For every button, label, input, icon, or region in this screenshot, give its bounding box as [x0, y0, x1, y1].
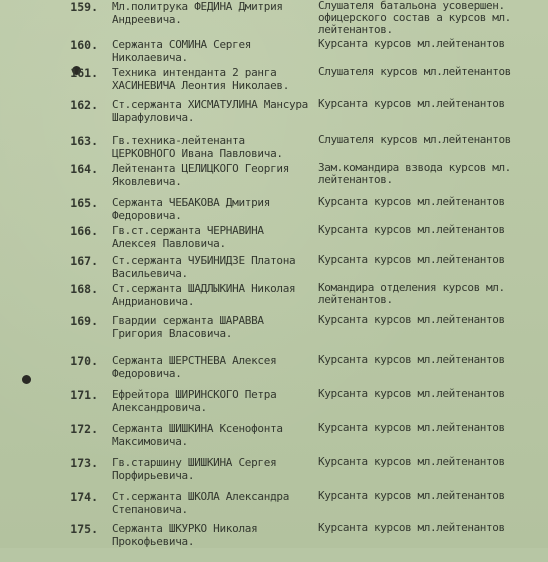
item-number: 160.: [70, 38, 98, 52]
item-number: 163.: [70, 134, 98, 148]
person-name: Техника интенданта 2 ранга ХАСИНЕВИЧА Леонтия Николаев.: [112, 66, 290, 92]
person-name: Сержанта СОМИНА Сергея Николаевича.: [112, 38, 252, 64]
list-item: [0, 0, 548, 40]
item-number: 175.: [70, 522, 98, 536]
person-name: Сержанта ЧЕБАКОВА Дмитрия Федоровича.: [112, 196, 271, 222]
person-name: Гвардии сержанта ШАРАВВА Григория Власовича.: [112, 314, 264, 340]
person-name: Ст.сержанта ЧУБИНИДЗЕ Платона Васильевича.: [112, 254, 296, 280]
person-post: Курсанта курсов мл.лейтенантов: [318, 37, 505, 50]
item-number: 171.: [70, 388, 98, 402]
item-number: 159.: [70, 0, 98, 14]
person-name: Ст.сержанта ХИСМАТУЛИНА Мансура Шарафуловича.: [112, 98, 308, 124]
person-post: Командира отделения курсов мл. лейтенантов.: [318, 281, 505, 306]
person-post: Курсанта курсов мл.лейтенантов: [318, 421, 505, 434]
person-name: Ст.сержанта ШАДЛЫКИНА Николая Андриановича.: [112, 282, 296, 308]
person-post: Слушателя курсов мл.лейтенантов: [318, 65, 511, 78]
item-number: 164.: [70, 162, 98, 176]
list-item: [0, 522, 548, 562]
person-post: Курсанта курсов мл.лейтенантов: [318, 353, 505, 366]
person-post: Курсанта курсов мл.лейтенантов: [318, 97, 505, 110]
person-post: Курсанта курсов мл.лейтенантов: [318, 313, 505, 326]
person-post: Слушателя батальона усовершен. офицерского состав а курсов мл. лейтенантов.: [318, 0, 511, 36]
person-post: Курсанта курсов мл.лейтенантов: [318, 223, 505, 236]
item-number: 161.: [70, 66, 98, 80]
person-post: Курсанта курсов мл.лейтенантов: [318, 195, 505, 208]
person-name: Ефрейтора ШИРИНСКОГО Петра Александровича.: [112, 388, 277, 414]
item-number: 174.: [70, 490, 98, 504]
person-post: Зам.командира взвода курсов мл. лейтенантов.: [318, 161, 511, 186]
person-name: Гв.старшину ШИШКИНА Сергея Порфирьевича.: [112, 456, 277, 482]
item-number: 162.: [70, 98, 98, 112]
item-number: 167.: [70, 254, 98, 268]
person-post: Курсанта курсов мл.лейтенантов: [318, 253, 505, 266]
item-number: 168.: [70, 282, 98, 296]
person-post: Курсанта курсов мл.лейтенантов: [318, 521, 505, 534]
person-post: Курсанта курсов мл.лейтенантов: [318, 387, 505, 400]
list-item: [0, 314, 548, 354]
person-name: Мл.политрука ФЕДИНА Дмитрия Андреевича.: [112, 0, 283, 26]
item-number: 173.: [70, 456, 98, 470]
person-name: Ст.сержанта ШКОЛА Александра Степановича.: [112, 490, 290, 516]
person-name: Сержанта ШКУРКО Николая Прокофьевича.: [112, 522, 258, 548]
person-post: Курсанта курсов мл.лейтенантов: [318, 455, 505, 468]
list-item: [0, 98, 548, 138]
person-name: Лейтенанта ЦЕЛИЦКОГО Георгия Яковлевича.: [112, 162, 290, 188]
person-name: Гв.ст.сержанта ЧЕРНАВИНА Алексея Павловича.: [112, 224, 264, 250]
person-post: Слушателя курсов мл.лейтенантов: [318, 133, 511, 146]
item-number: 165.: [70, 196, 98, 210]
item-number: 169.: [70, 314, 98, 328]
item-number: 170.: [70, 354, 98, 368]
person-name: Сержанта ШИШКИНА Ксенофонта Максимовича.: [112, 422, 283, 448]
person-post: Курсанта курсов мл.лейтенантов: [318, 489, 505, 502]
person-name: Сержанта ШЕРСТНЕВА Алексея Федоровича.: [112, 354, 277, 380]
item-number: 166.: [70, 224, 98, 238]
item-number: 172.: [70, 422, 98, 436]
person-name: Гв.техника-лейтенанта ЦЕРКОВНОГО Ивана Павловича.: [112, 134, 283, 160]
